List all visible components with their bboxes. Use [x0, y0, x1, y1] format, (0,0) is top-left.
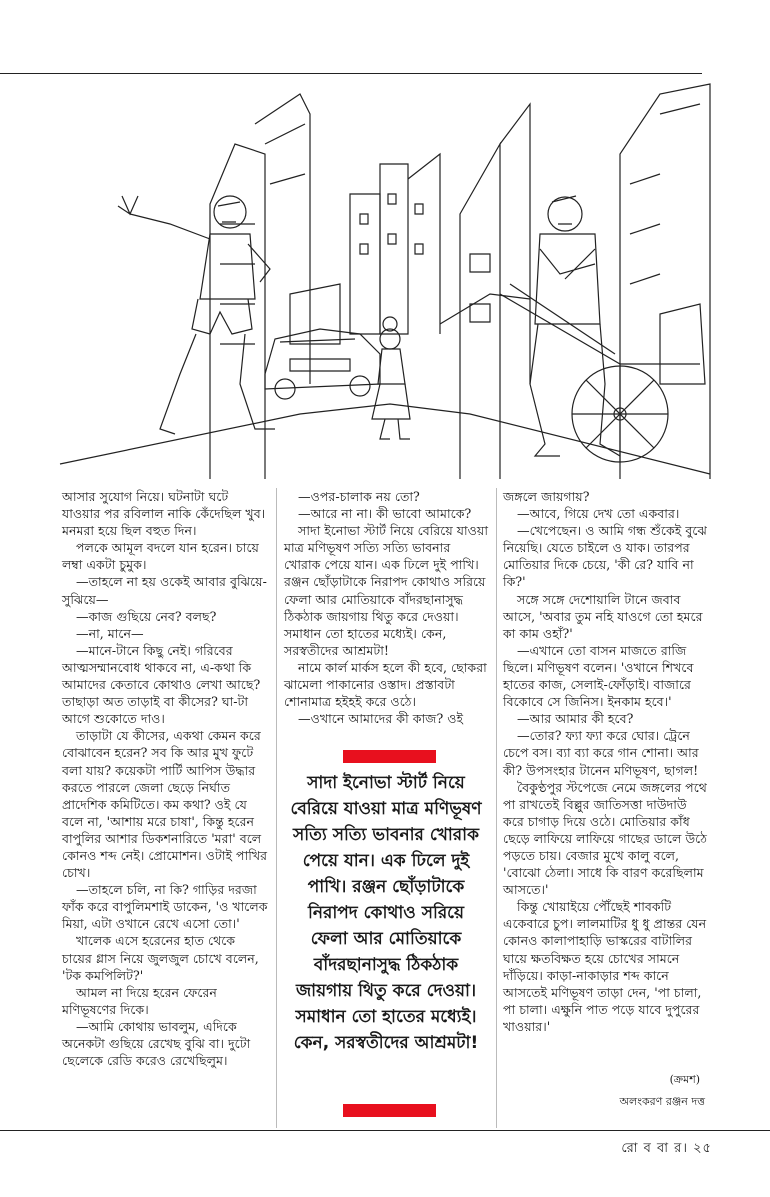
- paragraph: নামে কার্ল মার্কস হলে কী হবে, ছোকরা ঝামেলা পাকানোর ওস্তাদ। প্রস্তাবটা শোনামাত্র হইহই করে ওঠে।: [284, 659, 487, 710]
- paragraph: সঙ্গে সঙ্গে দেশোয়ালি টানে জবাব আসে, 'অবার তুম নহি যাওগে তো হমরে কা কাম ওহাঁ?': [503, 591, 703, 641]
- paragraph: আমল না দিয়ে হরেন ফেরেন মণিভূষণের দিকে।: [62, 984, 217, 1017]
- paragraph: —কাজ গুছিয়ে নেব? বলছ?: [76, 608, 217, 624]
- paragraph: জঙ্গলে জায়গায়?: [503, 489, 590, 504]
- page-folio: রো ব বা র। ২৫: [621, 1141, 712, 1156]
- paragraph: —খেপেছেন। ও আমি গন্ধ শুঁকেই বুঝে নিয়েছি। যেতে চাইলে ও যাক। তারপর মোতিয়ার দিকে চেয়ে, 'কী রে? যাবি না কি?': [503, 523, 707, 590]
- article-column-2: [284, 488, 490, 727]
- paragraph: —আবে, গিয়ে দেখ তো একবার।: [517, 506, 680, 522]
- column-divider: [276, 488, 277, 1128]
- top-rule: [0, 73, 702, 74]
- paragraph: —এখানে তো বাসন মাজতে রাজি ছিলে। মণিভূষণ বলেন। 'ওখানে শিখবে হাতের কাজ, সেলাই-ফোঁড়াই। বাজারে বিকোবে সে জিনিস। ইনকাম হবে।': [503, 642, 694, 710]
- pull-quote: সাদা ইনোভা স্টার্ট নিয়ে বেরিয়ে যাওয়া মাত্র মণিভূষণ সত্যি সত্যি ভাবনার খোরাক পেয়ে যান। এক ঢিলে দুই পাখি। রঞ্জন ছোঁড়াটাকে নিরাপদ কোথাও সরিয়ে ফেলা আর মোতিয়াকে বাঁদরছানাসুদ্ধ ঠিকঠাক জায়গায় থিতু করে দেওয়া। সমাধান তো হাতের মধ্যেই। কেন, সরস্বতীদের আশ্রমটা!: [290, 773, 482, 1053]
- rickshaw-sketch: [500, 284, 705, 462]
- paragraph: তাড়াটা যে কীসের, একথা কেমন করে বোঝাবেন হরেন? সব কি আর মুখ ফুটে বলা যায়? কয়েকটা পার্টি আপিস উদ্ধার করতে পারলে জেলা ছেড়ে নির্ঘাত প্রাদেশিক কমিটিতে। কম কথা? ওই যে বলে না, 'আশায় মরে চাষা', কিন্তু হরেন বাপুলির আশার ডিকশনারিতে 'মরা' বলে কোনও শব্দ নেই। প্রোমোশন। ওটাই পাখির চোখ।: [62, 728, 268, 881]
- paragraph: বৈকুণ্ঠপুর স্টপেজে নেমে জঙ্গলের পথে পা রাখতেই বিল্লুর জাতিসত্তা দাউদাউ করে চাগাড় দিয়ে ওঠে। মোতিয়ার কাঁধ ছেড়ে লাফিয়ে লাফিয়ে গাছের ডালে উঠে পড়তে চায়। বেজার মুখে কালু বলে, 'বোঝো ঠেলা। সাধে কি বারণ করেছিলাম আসতে।': [503, 779, 707, 898]
- paragraph: —না, মানে—: [76, 625, 144, 641]
- man-with-raised-hand-sketch: [118, 196, 275, 434]
- paragraph: কিন্তু খোয়াইয়ে পৌঁছেই শাবকটি একেবারে চুপ। লালমাটির ধু ধু প্রান্তর যেন কোনও কালাপাহাড়ি ভাস্করের বাটালির ঘায়ে ক্ষতবিক্ষত হয়ে চোখের সামনে দাঁড়িয়ে। কাড়া-নাকাড়ার শব্দ কানে আসতেই মণিভূষণ তাড়া দেন, 'পা চালা, পা চালা। এক্ষুনি পাত পড়ে যাবে দুপুরের খাওয়ার।': [503, 899, 707, 1034]
- serial-continued-note: (ক্রমশ): [669, 1073, 700, 1086]
- paragraph: —তোর? ফ্যা ফ্যা করে ঘোর। ট্রেনে চেপে বস। ব্যা ব্যা করে গান শোনা। আর কী? উপসংহার টানেন মণিভূষণ, ছাগল!: [503, 728, 699, 778]
- paragraph: —আর আমার কী হবে?: [517, 711, 634, 727]
- pull-quote-bottom-bar: [343, 1104, 436, 1117]
- rickshaw-puller-sketch: [530, 196, 620, 456]
- pull-quote-top-bar: [343, 750, 436, 763]
- paragraph: সাদা ইনোভা স্টার্ট নিয়ে বেরিয়ে যাওয়া মাত্র মণিভূষণ সত্যি সত্যি ভাবনার খোরাক পেয়ে যান। এক ঢিলে দুই পাখি। রঞ্জন ছোঁড়াটাকে নিরাপদ কোথাও সরিয়ে ফেলা আর মোতিয়াকে বাঁদরছানাসুদ্ধ ঠিকঠাক জায়গায় থিতু করে দেওয়া। সমাধান তো হাতের মধ্যেই। কেন, সরস্বতীদের আশ্রমটা!: [284, 523, 488, 658]
- paragraph: —তাহলে না হয় ওকেই আবার বুঝিয়ে-সুঝিয়ে—: [62, 574, 267, 607]
- paragraph: আসার সুযোগ নিয়ে। ঘটনাটা ঘটে যাওয়ার পর রবিলাল নাকি কেঁদেছিল খুব। মনমরা হয়ে ছিল বহুত দিন।: [62, 489, 266, 539]
- paragraph: খালেক এসে হরেনের হাত থেকে চায়ের গ্লাস নিয়ে জুলজুল চোখে বলেন, 'টক কমপিলিট?': [62, 933, 259, 983]
- illustration-credit: অলংকরণ রঞ্জন দত্ত: [619, 1095, 705, 1108]
- child-with-monkey-sketch: [372, 317, 410, 439]
- paragraph: —ওখানে আমাদের কী কাজ? ওই: [298, 711, 464, 727]
- paragraph: পলকে আমূল বদলে যান হরেন। চায়ে লম্বা একটা চুমুক।: [62, 540, 259, 573]
- paragraph: —ওপর-চালাক নয় তো?: [298, 489, 420, 504]
- car-sketch: [265, 329, 380, 399]
- paragraph: —আমি কোথায় ভাবলুম, এদিকে অনেকটা গুছিয়ে রেখেছ বুঝি বা। দুটো ছেলেকে রেডি করেও রেখেছিলুম।: [62, 1018, 251, 1069]
- paragraph: —আরে না না। কী ভাবো আমাকে?: [298, 506, 472, 522]
- column-divider: [496, 488, 497, 1128]
- paragraph: —মানে-টানে কিছু নেই। গরিবের আত্মসম্মানবোধ থাকবে না, এ-কথা কি আমাদের কেতাবে কোথাও লেখা আছে? তাছাড়া অত তাড়াই বা কীসের? ঘা-টা আগে শুকোতে দাও।: [62, 642, 261, 727]
- bottom-rule: [0, 1130, 770, 1131]
- story-illustration: [60, 84, 710, 479]
- paragraph: —তাহলে চলি, না কি? গাড়ির দরজা ফাঁক করে বাপুলিমশাই ডাকেন, 'ও খালেক মিয়া, এটা ওখানে রেখে এসো তো।': [62, 882, 268, 932]
- article-column-1: [62, 488, 268, 1128]
- article-column-3: [503, 488, 707, 1048]
